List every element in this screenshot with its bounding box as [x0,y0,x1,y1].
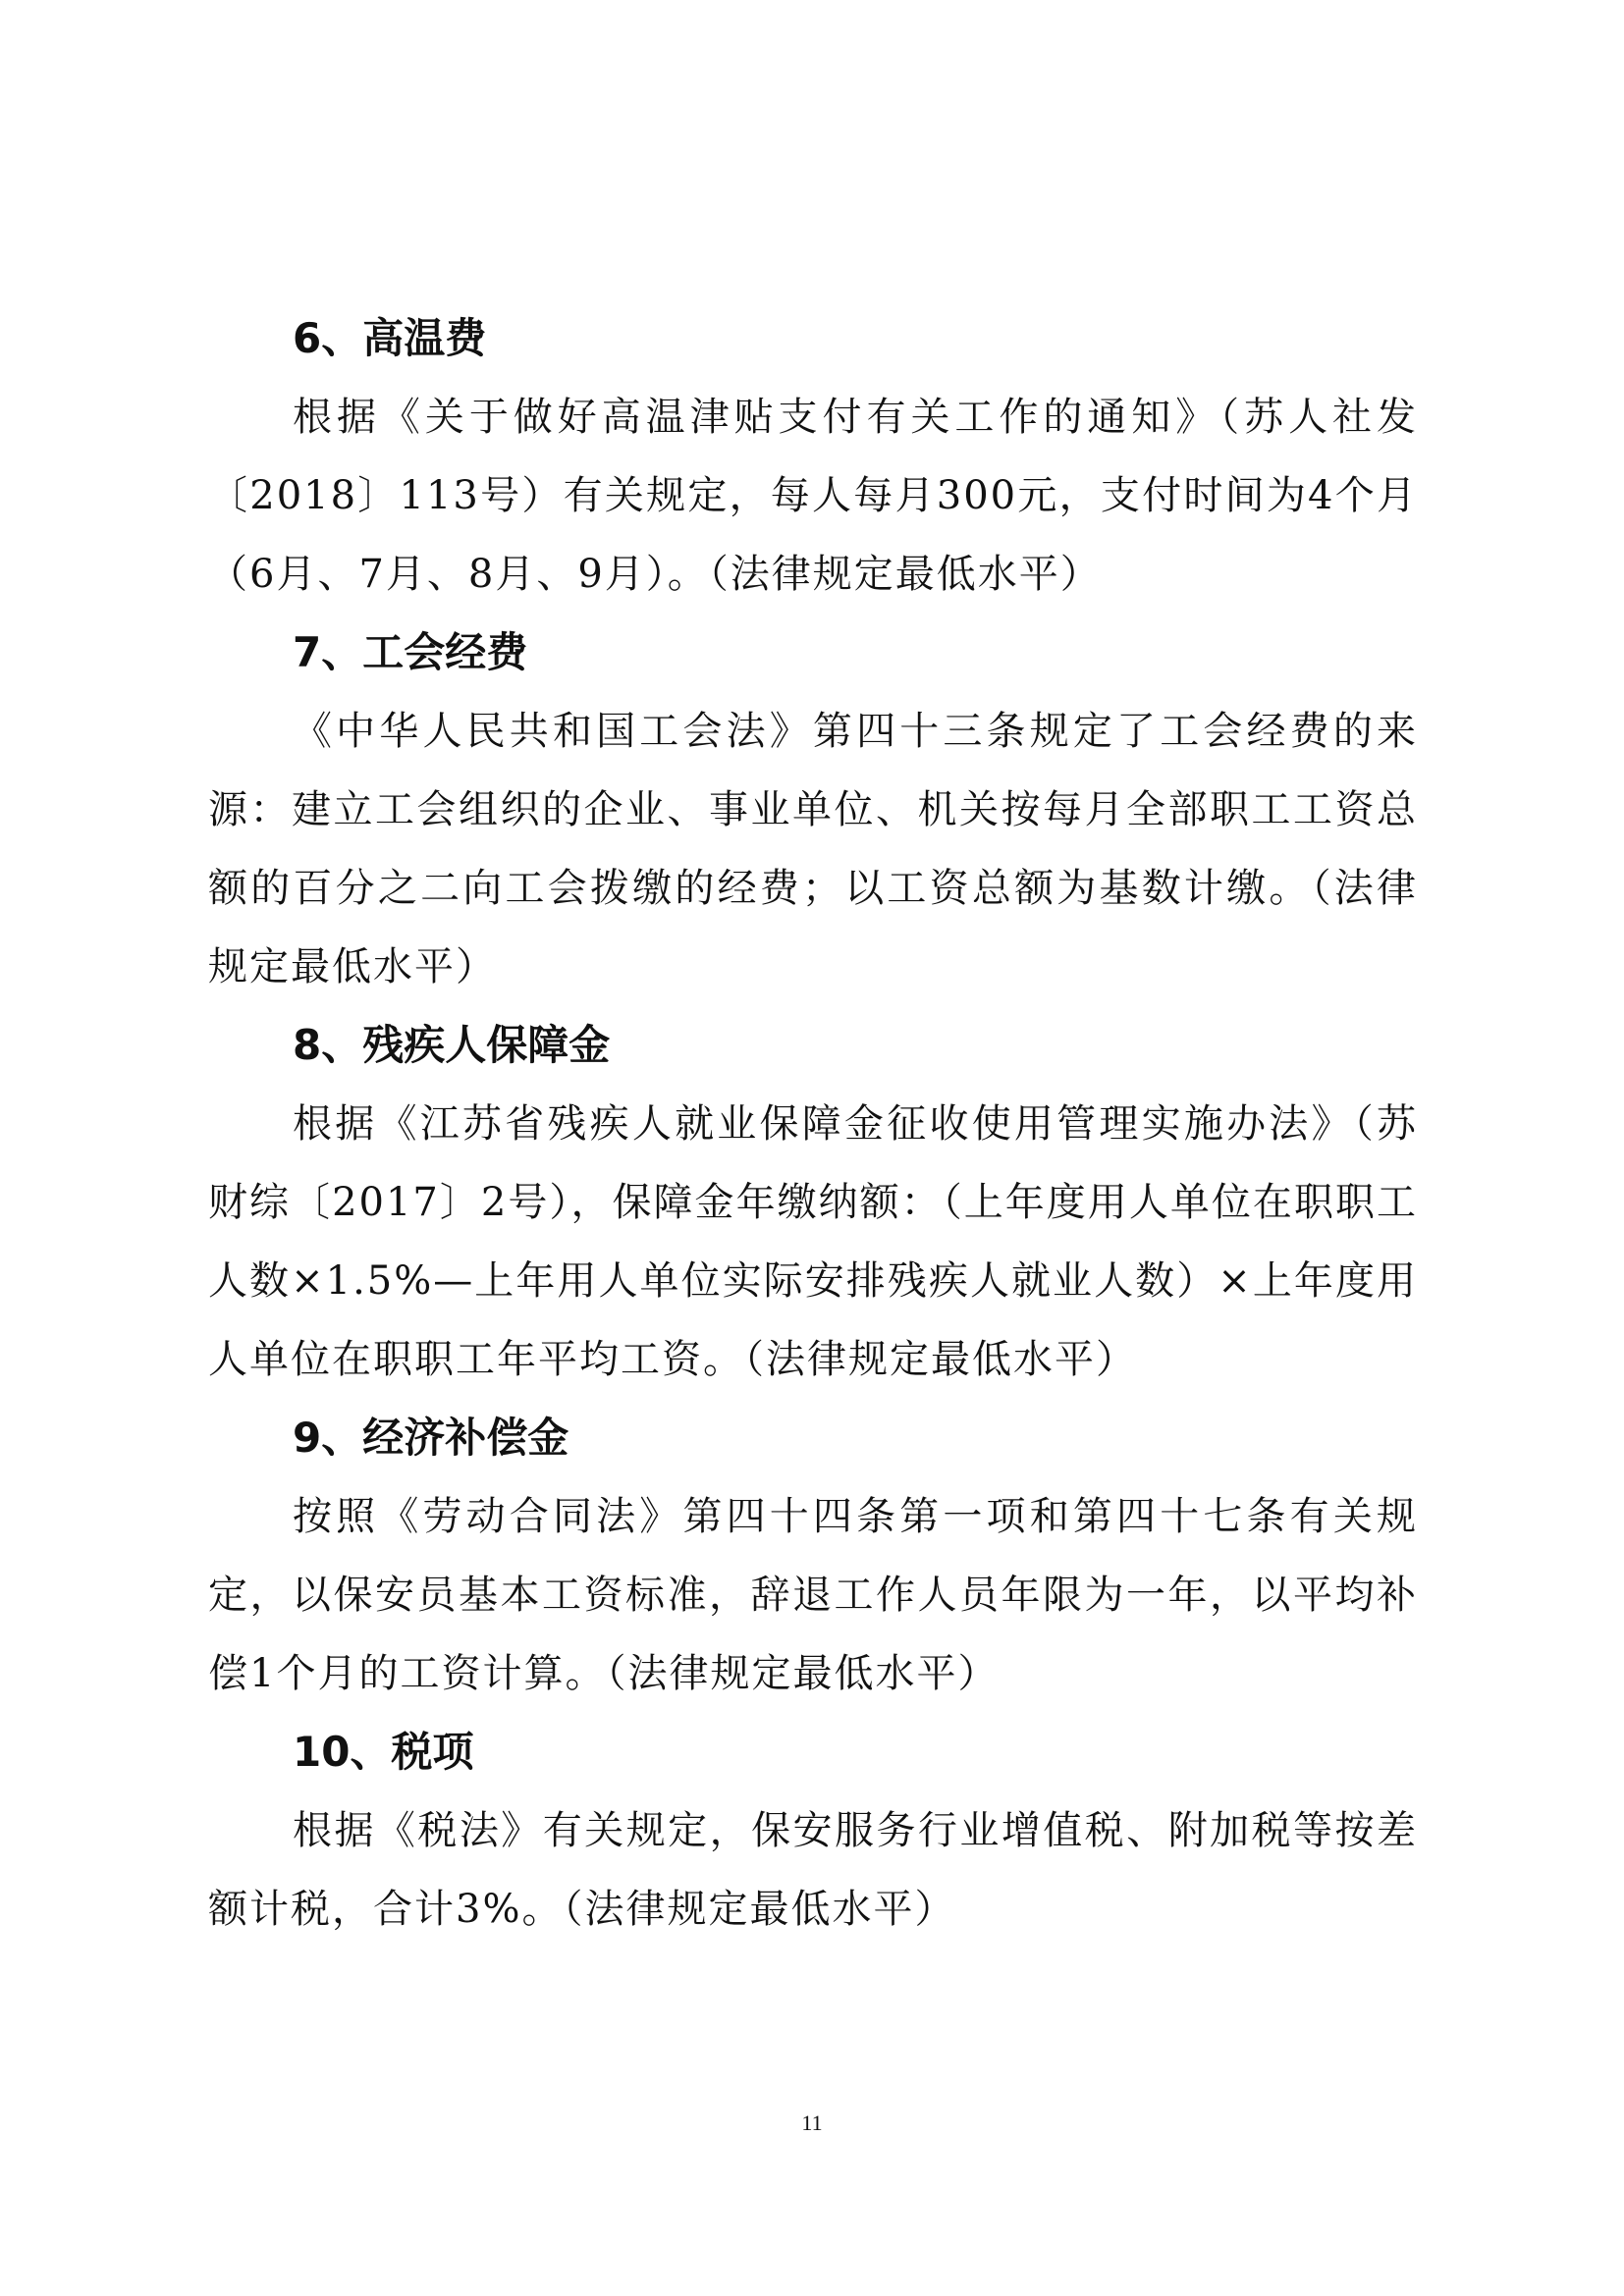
section-heading: 7、工会经费 [293,628,528,676]
section-body: 按照《劳动合同法》第四十四条第一项和第四十七条有关规定，以保安员基本工资标准，辞退工作人员年限为一年，以平均补偿1个月的工资计算。（法律规定最低水平） [208,1494,1418,1696]
section-economic-compensation [208,1399,1418,1713]
section-tax [208,1713,1418,1949]
section-heading: 8、残疾人保障金 [293,1021,611,1069]
section-union-fee [208,614,1418,1006]
section-body: 根据《关于做好高温津贴支付有关工作的通知》（苏人社发〔2018〕113号）有关规定，每人每月300元，支付时间为4个月（6月、7月、8月、9月）。（法律规定最低水平） [208,395,1418,597]
section-high-temperature [208,299,1418,614]
section-heading: 6、高温费 [293,314,487,362]
section-body: 根据《税法》有关规定，保安服务行业增值税、附加税等按差额计税，合计3%。（法律规定最低水平） [208,1808,1418,1932]
section-body: 《中华人民共和国工会法》第四十三条规定了工会经费的来源：建立工会组织的企业、事业单位、机关按每月全部职工工资总额的百分之二向工会拨缴的经费；以工资总额为基数计缴。（法律规定最低水平） [208,709,1418,989]
section-heading: 10、税项 [293,1728,474,1776]
section-heading: 9、经济补偿金 [293,1414,569,1462]
section-disability-fund [208,1006,1418,1399]
page-number: 11 [801,2110,823,2135]
section-body: 根据《江苏省残疾人就业保障金征收使用管理实施办法》（苏财综〔2017〕2号），保障金年缴纳额：（上年度用人单位在职职工人数×1.5%—上年用人单位实际安排残疾人就业人数）×上年度用人单位在职职工年平均工资。（法律规定最低水平） [208,1101,1418,1382]
